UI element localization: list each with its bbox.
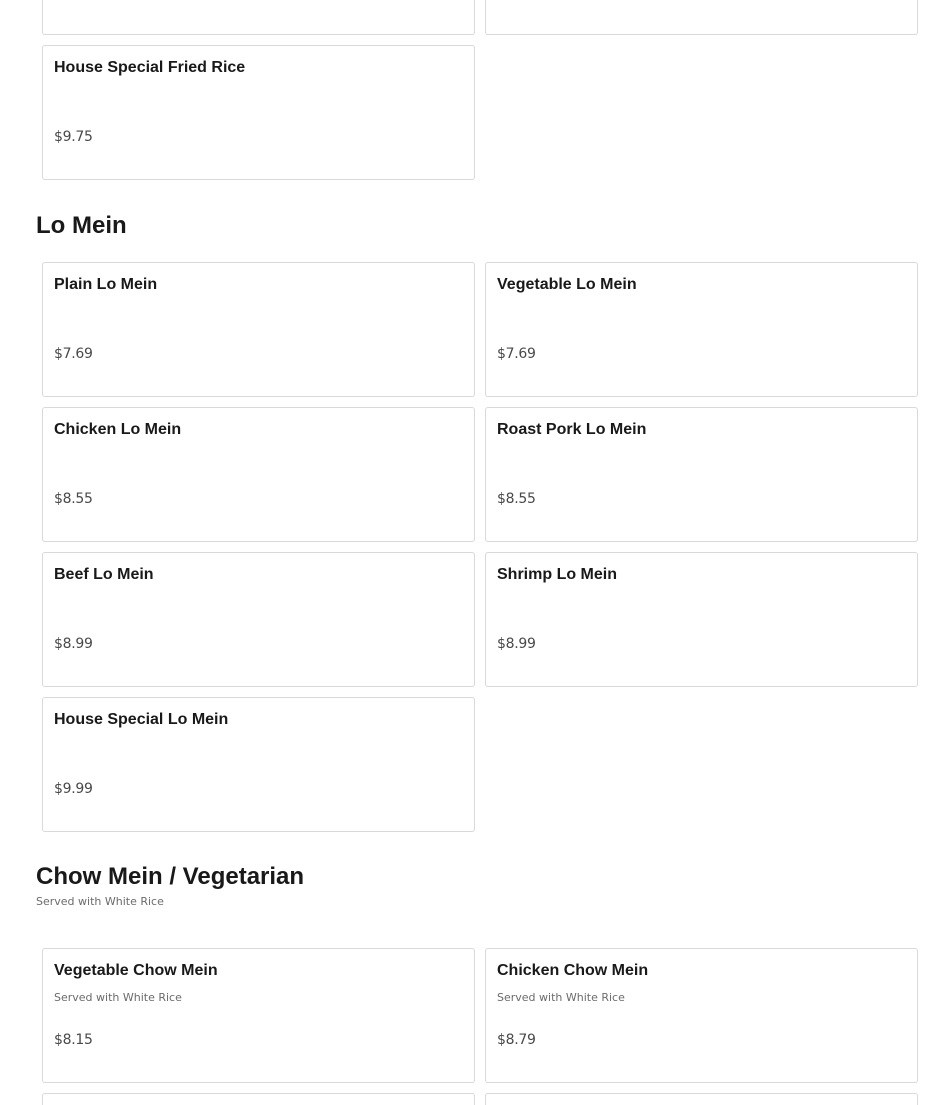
menu-item-price: $8.15: [54, 1032, 93, 1048]
menu-item-name: Plain Lo Mein: [54, 276, 158, 293]
menu-item-card-vegetable-lo-mein[interactable]: [485, 262, 918, 397]
menu-item-description: Served with White Rice: [497, 991, 625, 1004]
menu-item-name: Vegetable Lo Mein: [497, 276, 637, 293]
section-title-chow-mein: Chow Mein / Vegetarian: [36, 863, 305, 890]
menu-item-card-beef-lo-mein[interactable]: [42, 552, 475, 687]
menu-item-price: $8.55: [497, 491, 536, 507]
menu-item-price: $8.99: [54, 636, 93, 652]
menu-item-name: House Special Fried Rice: [54, 59, 246, 76]
menu-item-price: $7.69: [54, 346, 93, 362]
menu-item-name: Roast Pork Lo Mein: [497, 421, 647, 438]
menu-item-description: Served with White Rice: [54, 991, 182, 1004]
menu-item-name: Vegetable Chow Mein: [54, 962, 218, 979]
menu-item-price: $8.55: [54, 491, 93, 507]
menu-item-card[interactable]: [42, 1093, 475, 1105]
menu-item-card-house-special-lo-mein[interactable]: [42, 697, 475, 832]
menu-item-price: $9.75: [54, 129, 93, 145]
menu-item-card-chicken-chow-mein[interactable]: [485, 948, 918, 1083]
section-title-lo-mein: Lo Mein: [36, 212, 127, 239]
menu-item-name: Chicken Chow Mein: [497, 962, 649, 979]
menu-item-card-plain-lo-mein[interactable]: [42, 262, 475, 397]
menu-item-name: Chicken Lo Mein: [54, 421, 182, 438]
menu-item-card[interactable]: [42, 0, 475, 35]
menu-item-price: $7.69: [497, 346, 536, 362]
menu-item-name: House Special Lo Mein: [54, 711, 229, 728]
menu-item-price: $8.79: [497, 1032, 536, 1048]
menu-item-card[interactable]: [485, 0, 918, 35]
menu-item-name: Shrimp Lo Mein: [497, 566, 617, 583]
section-subtitle: Served with White Rice: [36, 895, 164, 908]
menu-item-card-chicken-lo-mein[interactable]: [42, 407, 475, 542]
menu-item-card-shrimp-lo-mein[interactable]: [485, 552, 918, 687]
menu-item-card-roast-pork-lo-mein[interactable]: [485, 407, 918, 542]
menu-item-name: Beef Lo Mein: [54, 566, 154, 583]
menu-item-card[interactable]: [485, 1093, 918, 1105]
menu-item-card-house-special-fried-rice[interactable]: [42, 45, 475, 180]
menu-item-card-vegetable-chow-mein[interactable]: [42, 948, 475, 1083]
menu-item-price: $9.99: [54, 781, 93, 797]
menu-item-price: $8.99: [497, 636, 536, 652]
